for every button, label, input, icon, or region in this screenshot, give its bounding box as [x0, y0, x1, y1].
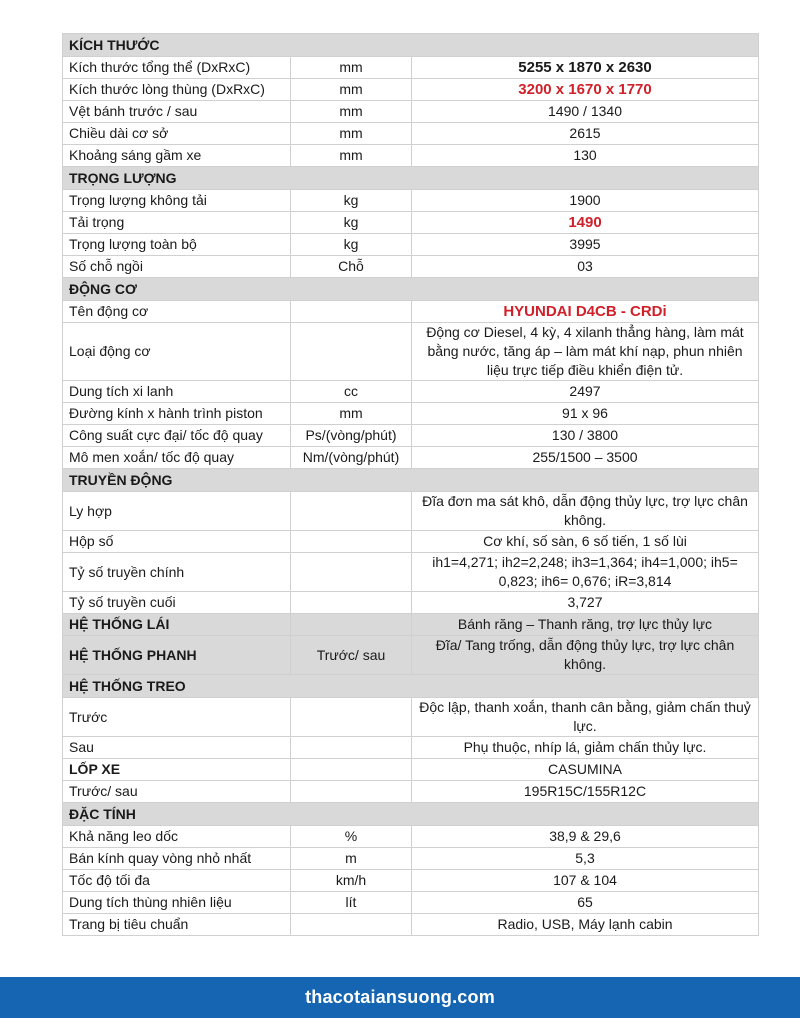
- spec-value: 5255 x 1870 x 2630: [412, 57, 759, 79]
- spec-label: Vệt bánh trước / sau: [63, 101, 291, 123]
- spec-value: 1490: [412, 212, 759, 234]
- section-value: CASUMINA: [412, 759, 759, 781]
- spec-row: [63, 403, 759, 425]
- spec-label: Chiều dài cơ sở: [63, 123, 291, 145]
- spec-value: 5,3: [412, 848, 759, 870]
- spec-label: Loại động cơ: [63, 323, 291, 381]
- spec-value: 91 x 96: [412, 403, 759, 425]
- spec-label: Khả năng leo dốc: [63, 826, 291, 848]
- spec-label: Tên động cơ: [63, 301, 291, 323]
- spec-value: 1490 / 1340: [412, 101, 759, 123]
- spec-row: [63, 212, 759, 234]
- spec-row: [63, 381, 759, 403]
- spec-value: 130 / 3800: [412, 425, 759, 447]
- spec-row: [63, 592, 759, 614]
- spec-unit: kg: [291, 212, 412, 234]
- spec-value: 2497: [412, 381, 759, 403]
- spec-label: Mô men xoắn/ tốc độ quay: [63, 447, 291, 469]
- spec-unit: km/h: [291, 870, 412, 892]
- spec-row: [63, 826, 759, 848]
- spec-label: Bán kính quay vòng nhỏ nhất: [63, 848, 291, 870]
- spec-label: Tỷ số truyền cuối: [63, 592, 291, 614]
- section-title: LỐP XE: [63, 759, 291, 781]
- spec-label: Trước: [63, 698, 291, 737]
- spec-row: [63, 79, 759, 101]
- spec-label: Tốc độ tối đa: [63, 870, 291, 892]
- footer-bar: [0, 977, 800, 1018]
- spec-unit: mm: [291, 123, 412, 145]
- section-title: KÍCH THƯỚC: [63, 34, 759, 57]
- spec-value: Đĩa đơn ma sát khô, dẫn động thủy lực, trợ lực chân không.: [412, 492, 759, 531]
- spec-unit: mm: [291, 79, 412, 101]
- spec-row: [63, 301, 759, 323]
- spec-value: 38,9 & 29,6: [412, 826, 759, 848]
- spec-unit: cc: [291, 381, 412, 403]
- spec-table-body: [63, 34, 759, 936]
- spec-unit: mm: [291, 403, 412, 425]
- spec-value: 3,727: [412, 592, 759, 614]
- spec-unit: Nm/(vòng/phút): [291, 447, 412, 469]
- spec-label: Trang bị tiêu chuẩn: [63, 914, 291, 936]
- spec-row: [63, 531, 759, 553]
- spec-label: Trước/ sau: [63, 781, 291, 803]
- section-title: ĐỘNG CƠ: [63, 278, 759, 301]
- spec-value: HYUNDAI D4CB - CRDi: [412, 301, 759, 323]
- spec-label: Công suất cực đại/ tốc độ quay: [63, 425, 291, 447]
- spec-row: [63, 492, 759, 531]
- spec-label: Dung tích thùng nhiên liệu: [63, 892, 291, 914]
- spec-row: [63, 234, 759, 256]
- spec-label: Số chỗ ngồi: [63, 256, 291, 278]
- section-title: HỆ THỐNG PHANH: [63, 636, 291, 675]
- spec-value: Độc lập, thanh xoắn, thanh cân bằng, giảm chấn thuỷ lực.: [412, 698, 759, 737]
- spec-unit: [291, 301, 412, 323]
- spec-unit: [291, 492, 412, 531]
- section-header-row: [63, 278, 759, 301]
- spec-value: 2615: [412, 123, 759, 145]
- spec-table: [62, 33, 759, 936]
- spec-value: ih1=4,271; ih2=2,248; ih3=1,364; ih4=1,000; ih5= 0,823; ih6= 0,676; iR=3,814: [412, 553, 759, 592]
- spec-unit: [291, 914, 412, 936]
- spec-label: Khoảng sáng gầm xe: [63, 145, 291, 167]
- spec-label: Trọng lượng toàn bộ: [63, 234, 291, 256]
- spec-value: Radio, USB, Máy lạnh cabin: [412, 914, 759, 936]
- spec-value: 130: [412, 145, 759, 167]
- spec-unit: Chỗ: [291, 256, 412, 278]
- spec-unit: mm: [291, 145, 412, 167]
- spec-unit: %: [291, 826, 412, 848]
- spec-row: [63, 553, 759, 592]
- spec-row: [63, 848, 759, 870]
- spec-row: [63, 698, 759, 737]
- section-value: Đĩa/ Tang trống, dẫn động thủy lực, trợ lực chân không.: [412, 636, 759, 675]
- spec-label: Sau: [63, 737, 291, 759]
- spec-value: Phụ thuộc, nhíp lá, giảm chấn thủy lực.: [412, 737, 759, 759]
- section-value: Bánh răng – Thanh răng, trợ lực thủy lực: [412, 614, 759, 636]
- section-title: TRUYỀN ĐỘNG: [63, 469, 759, 492]
- section-title: HỆ THỐNG TREO: [63, 675, 759, 698]
- spec-unit: [291, 698, 412, 737]
- spec-label: Tải trọng: [63, 212, 291, 234]
- section-header-row: [63, 759, 759, 781]
- section-header-row: [63, 675, 759, 698]
- section-header-row: [63, 636, 759, 675]
- spec-label: Kích thước lòng thùng (DxRxC): [63, 79, 291, 101]
- section-title: ĐẶC TÍNH: [63, 803, 759, 826]
- spec-value: 1900: [412, 190, 759, 212]
- spec-row: [63, 57, 759, 79]
- spec-label: Kích thước tổng thể (DxRxC): [63, 57, 291, 79]
- spec-unit: mm: [291, 101, 412, 123]
- website-link[interactable]: thacotaiansuong.com: [305, 987, 495, 1007]
- spec-value: Động cơ Diesel, 4 kỳ, 4 xilanh thẳng hàng, làm mát bằng nước, tăng áp – làm mát khí nạp, phun nhiên liệu trực tiếp điều khiển điện tử.: [412, 323, 759, 381]
- spec-value: 195R15C/155R12C: [412, 781, 759, 803]
- section-title: TRỌNG LƯỢNG: [63, 167, 759, 190]
- spec-row: [63, 323, 759, 381]
- spec-row: [63, 737, 759, 759]
- spec-value: 3995: [412, 234, 759, 256]
- spec-unit: kg: [291, 190, 412, 212]
- spec-unit: Ps/(vòng/phút): [291, 425, 412, 447]
- spec-unit: lít: [291, 892, 412, 914]
- spec-row: [63, 190, 759, 212]
- spec-value: 3200 x 1670 x 1770: [412, 79, 759, 101]
- spec-unit: m: [291, 848, 412, 870]
- section-header-row: [63, 803, 759, 826]
- spec-value: Cơ khí, số sàn, 6 số tiến, 1 số lùi: [412, 531, 759, 553]
- spec-unit: mm: [291, 57, 412, 79]
- section-title: HỆ THỐNG LÁI: [63, 614, 291, 636]
- spec-unit: [291, 781, 412, 803]
- section-header-row: [63, 614, 759, 636]
- spec-label: Ly hợp: [63, 492, 291, 531]
- spec-row: [63, 101, 759, 123]
- spec-value: 65: [412, 892, 759, 914]
- section-header-row: [63, 34, 759, 57]
- spec-label: Đường kính x hành trình piston: [63, 403, 291, 425]
- spec-unit: [291, 553, 412, 592]
- spec-value: 03: [412, 256, 759, 278]
- spec-row: [63, 123, 759, 145]
- section-unit: [291, 759, 412, 781]
- spec-row: [63, 425, 759, 447]
- spec-row: [63, 914, 759, 936]
- spec-row: [63, 447, 759, 469]
- spec-unit: [291, 531, 412, 553]
- spec-unit: [291, 737, 412, 759]
- spec-label: Tỷ số truyền chính: [63, 553, 291, 592]
- section-unit: [291, 614, 412, 636]
- spec-label: Hộp số: [63, 531, 291, 553]
- spec-row: [63, 256, 759, 278]
- spec-label: Trọng lượng không tải: [63, 190, 291, 212]
- spec-label: Dung tích xi lanh: [63, 381, 291, 403]
- spec-row: [63, 892, 759, 914]
- spec-row: [63, 781, 759, 803]
- section-header-row: [63, 469, 759, 492]
- spec-unit: [291, 323, 412, 381]
- spec-value: 107 & 104: [412, 870, 759, 892]
- spec-unit: kg: [291, 234, 412, 256]
- spec-value: 255/1500 – 3500: [412, 447, 759, 469]
- section-unit: Trước/ sau: [291, 636, 412, 675]
- spec-unit: [291, 592, 412, 614]
- spec-row: [63, 145, 759, 167]
- section-header-row: [63, 167, 759, 190]
- spec-row: [63, 870, 759, 892]
